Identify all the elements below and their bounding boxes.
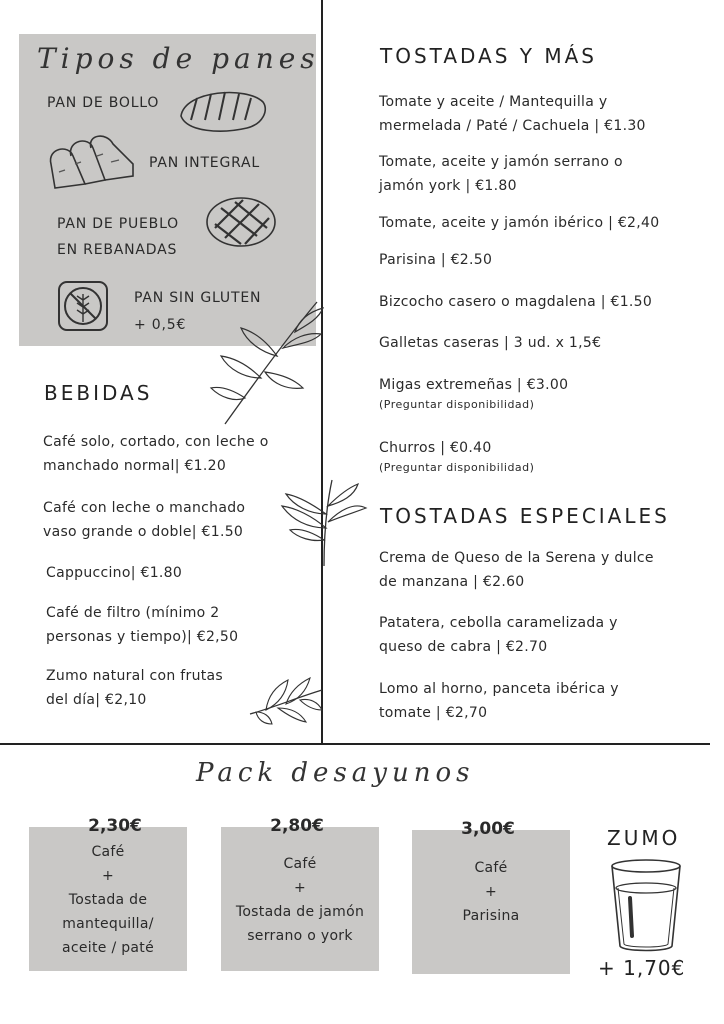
item-line: de manzana | €2.60 (379, 574, 525, 590)
bebidas-item (43, 496, 245, 544)
item-line: Café solo, cortado, con leche o (43, 434, 269, 450)
pack-price: 2,30€ (88, 816, 142, 836)
item-line: Crema de Queso de la Serena y dulce (379, 550, 654, 566)
pack-line: + (101, 868, 115, 884)
item-note: (Preguntar disponibilidad) (379, 461, 535, 474)
pack-line: + (293, 880, 307, 896)
pack-price: 2,80€ (270, 816, 324, 836)
pack-line: Parisina (462, 908, 520, 924)
item-line: Cappuccino| €1.80 (46, 565, 183, 581)
item-line: personas y tiempo)| €2,50 (46, 629, 239, 645)
bread-loaf-icon (177, 84, 269, 134)
item-line: Churros | €0.40 (379, 440, 492, 456)
pack-box (29, 827, 187, 971)
bebidas-item (46, 601, 238, 649)
tostadas-title: TOSTADAS Y MÁS (380, 44, 597, 68)
sin-gluten-label: PAN SIN GLUTEN (134, 290, 262, 306)
item-line: Galletas caseras | 3 ud. x 1,5€ (379, 335, 602, 351)
bread-slices-icon (45, 134, 137, 192)
zumo-price: + 1,70€ (598, 956, 686, 980)
pack-price: 3,00€ (461, 819, 515, 839)
tostadas-item (379, 90, 646, 138)
pack-title: Pack desayunos (196, 758, 475, 788)
leaf-branch-icon (252, 478, 368, 568)
item-line: jamón york | €1.80 (379, 178, 517, 194)
juice-glass-icon (608, 858, 684, 954)
especiales-title: TOSTADAS ESPECIALES (380, 504, 670, 528)
leaf-branch-icon (205, 298, 325, 428)
item-line: Café con leche o manchado (43, 500, 246, 516)
tostadas-item (379, 436, 534, 476)
tostadas-item (379, 211, 659, 235)
pack-line: + (484, 884, 498, 900)
item-line: Tomate, aceite y jamón serrano o (379, 154, 623, 170)
item-line: tomate | €2,70 (379, 705, 488, 721)
pack-line: aceite / paté (62, 940, 154, 956)
zumo-title: ZUMO (607, 826, 681, 850)
tostadas-item (379, 248, 492, 272)
tostadas-item (379, 150, 623, 198)
section-divider (0, 743, 710, 745)
leaf-branch-icon (248, 670, 324, 726)
pack-line: Café (474, 860, 508, 876)
pack-line: Café (91, 844, 125, 860)
gluten-free-icon (57, 280, 109, 332)
item-line: Café de filtro (mínimo 2 (46, 605, 220, 621)
item-line: Tomate, aceite y jamón ibérico | €2,40 (379, 215, 660, 231)
item-line: manchado normal| €1.20 (43, 458, 227, 474)
item-line: Parisina | €2.50 (379, 252, 493, 268)
especiales-item (379, 611, 618, 659)
pan-pueblo-label-1: PAN DE PUEBLO (57, 216, 179, 232)
bebidas-item (46, 561, 182, 585)
item-line: Tomate y aceite / Mantequilla y (379, 94, 608, 110)
pack-line: mantequilla/ (62, 916, 154, 932)
item-line: vaso grande o doble| €1.50 (43, 524, 244, 540)
item-line: Zumo natural con frutas (46, 668, 224, 684)
pan-bollo-label: PAN DE BOLLO (47, 95, 160, 111)
especiales-item (379, 677, 619, 725)
pack-line: Tostada de (68, 892, 148, 908)
pan-integral-label: PAN INTEGRAL (149, 155, 261, 171)
pack-line: serrano o york (247, 928, 353, 944)
tostadas-item (379, 331, 601, 355)
item-line: Migas extremeñas | €3.00 (379, 377, 569, 393)
tostadas-item (379, 373, 568, 413)
item-note: (Preguntar disponibilidad) (379, 398, 535, 411)
round-loaf-icon (205, 194, 277, 248)
pack-box (221, 827, 379, 971)
sin-gluten-price: + 0,5€ (134, 317, 187, 333)
bebidas-item (46, 664, 223, 712)
pack-box (412, 830, 570, 974)
item-line: del día| €2,10 (46, 692, 147, 708)
tostadas-item (379, 290, 652, 314)
pan-pueblo-label-2: EN REBANADAS (57, 242, 178, 258)
item-line: Lomo al horno, panceta ibérica y (379, 681, 619, 697)
especiales-item (379, 546, 654, 594)
pack-line: Café (283, 856, 317, 872)
item-line: mermelada / Paté / Cachuela | €1.30 (379, 118, 646, 134)
breads-title: Tipos de panes (37, 42, 320, 75)
item-line: Patatera, cebolla caramelizada y (379, 615, 618, 631)
pack-line: Tostada de jamón (235, 904, 365, 920)
bebidas-title: BEBIDAS (44, 381, 153, 405)
item-line: queso de cabra | €2.70 (379, 639, 548, 655)
item-line: Bizcocho casero o magdalena | €1.50 (379, 294, 653, 310)
bebidas-item (43, 430, 269, 478)
